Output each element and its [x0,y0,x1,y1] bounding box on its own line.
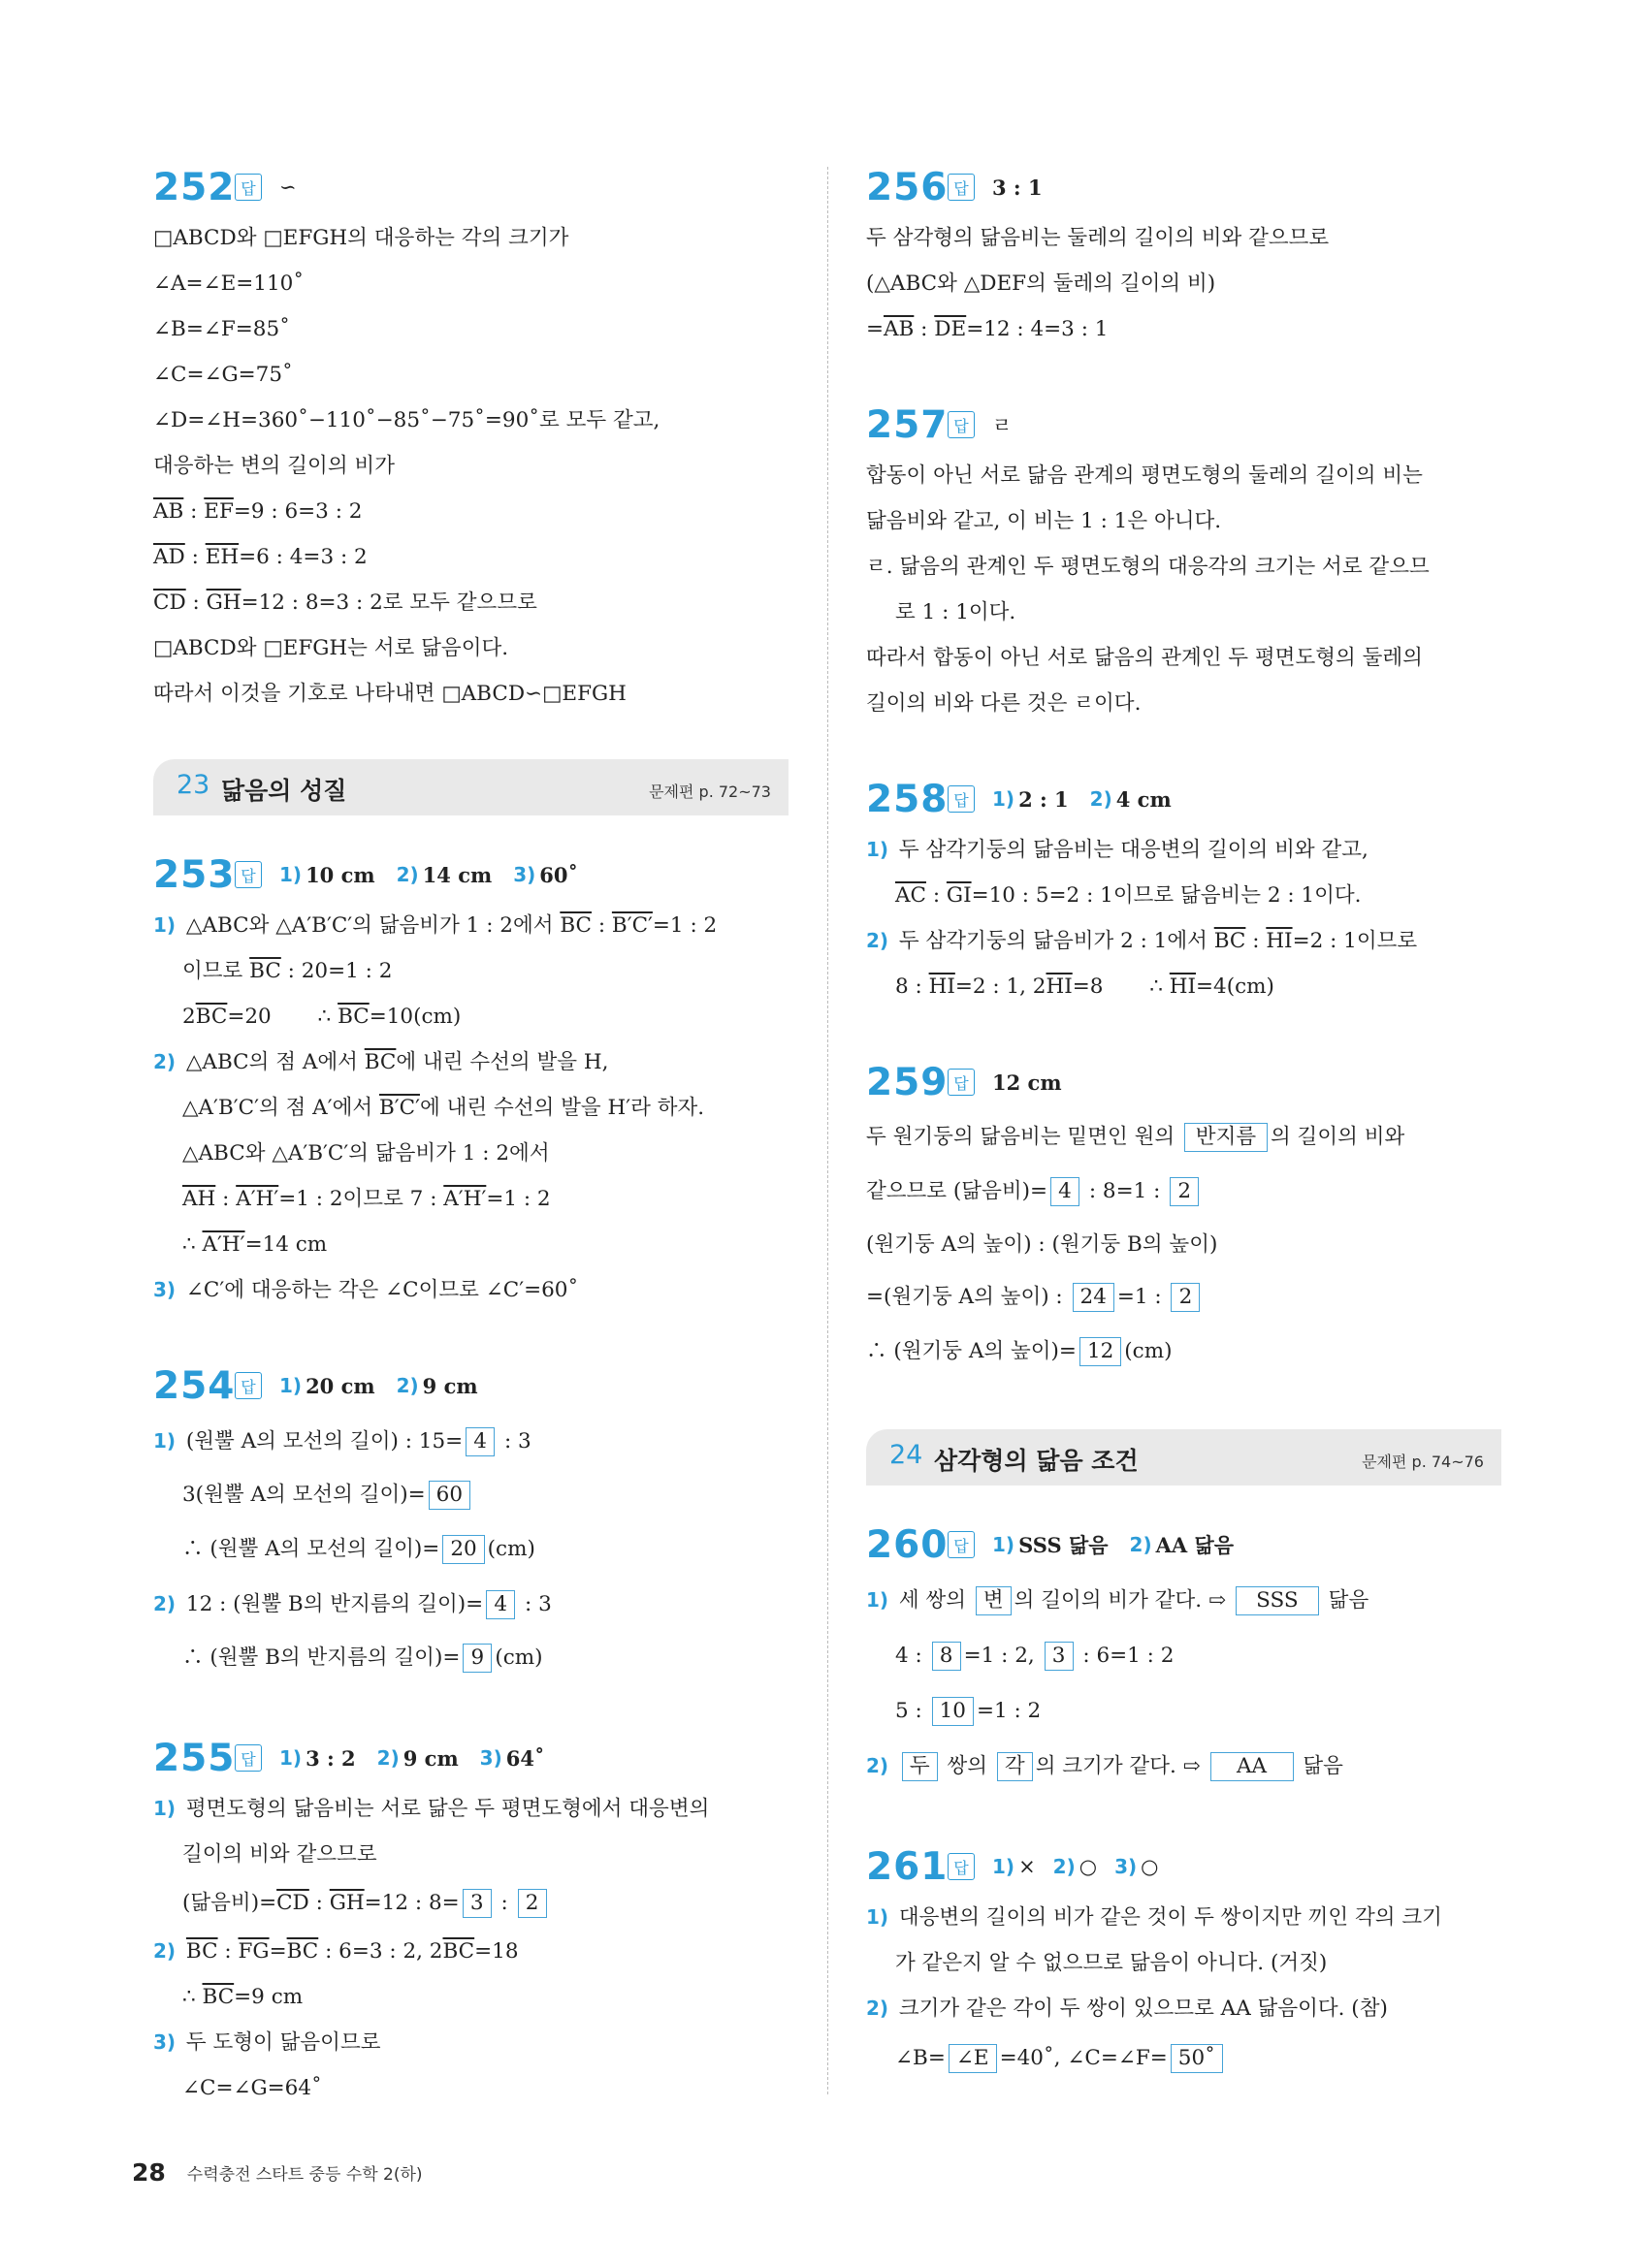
solution-line: 길이의 비와 같으므로 [182,1842,377,1867]
solution-line: 2) 두 삼각기둥의 닮음비가 2 : 1에서 $\overline{BC}$ : $\overline{HI}=2$ : 1이므로 [866,929,1418,953]
answer-badge: 답 [948,1853,975,1880]
page-footer [132,2158,423,2187]
answer-box: 20 [442,1535,484,1564]
answer-badge: 답 [235,174,262,201]
solution-line: ㄹ. 닮음의 관계인 두 평면도형의 대응각의 크기는 서로 같으므 [866,555,1430,579]
section-number: 23 [177,770,210,800]
solution-line: $\overline{AB}$ : $\overline{EF}=9$ : 6=3 : 2 [153,499,363,524]
solution-line: ∴ (원뿔 B의 반지름의 길이)= 9 (cm) [153,1631,789,1685]
solution-line: 3(원뿔 A의 모선의 길이)= 60 [153,1468,789,1522]
solution-line: ∠C=∠G=64˚ [182,2076,322,2100]
solution-line: 3) ∠C′에 대응하는 각은 ∠C이므로 ∠C′=60˚ [153,1278,579,1302]
answer-value: ○ [1141,1855,1159,1878]
answer-value: ㄹ [992,414,1013,437]
section-header-24 [866,1429,1501,1485]
solution-line: 1) △ABC와 △A′B′C′의 닮음비가 1 : 2에서 $\overline{BC}$ : B′C′=1 : 2 [153,913,718,938]
answer-value: 9 cm [402,1745,459,1771]
section-title: 닮음의 성질 [221,777,347,805]
solution-line: ∠A=∠E=110˚ [153,272,305,296]
solution-line: ∠D=∠H=360˚−110˚−85˚−75˚=90˚로 모두 같고, [153,408,660,432]
answer-value: 60˚ [539,862,579,887]
part-number: 2) [1089,787,1112,811]
part-number: 1) [279,1746,303,1770]
answer-badge: 답 [235,1744,262,1772]
solution-line: 따라서 이것을 기호로 나타내면 □ABCD∽□EFGH [153,682,627,706]
part-number: 1) [279,863,303,886]
answer-box: 8 [932,1642,961,1671]
solution-line: 2) △ABC의 점 A에서 $\overline{BC}$에 내린 수선의 발을 H, [153,1050,609,1074]
solution-line: 두 원기둥의 닮음비는 밑면인 원의 반지름 의 길이의 비와 [866,1110,1501,1165]
column-divider [827,167,828,2094]
solution-line: 같으므로 (닮음비)= 4 : 8=1 : 2 [866,1165,1501,1219]
solution-line: $\overline{AD}$ : $\overline{EH}=6$ : 4=3 : 2 [153,545,368,569]
problem-261-header [866,1844,1501,1889]
problem-254-header [153,1363,789,1408]
section-page-ref: 문제편 p. 74~76 [1362,1453,1484,1471]
answer-box: 4 [1050,1177,1079,1206]
problem-255 [153,1736,789,2111]
solution-line: 1) 두 삼각기둥의 닮음비는 대응변의 길이의 비와 같고, [866,838,1368,862]
solution-line: 2) $\overline{BC}$ : $\overline{FG}=\overline{BC}$ : 6=3 : 2, $2\overline{BC}=18$ [153,1939,519,1964]
part-number: 2) [1129,1533,1152,1556]
problem-259-header [866,1060,1501,1104]
answer-box: 4 [486,1590,515,1619]
part-number: 1) [992,1533,1015,1556]
solution-line: 로 1 : 1이다. [895,600,1016,624]
solution-line: $=\overline{AB}$ : $\overline{DE}=12$ : 4=3 : 1 [866,317,1109,341]
answer-box: SSS [1236,1586,1319,1615]
problem-number: 253 [153,852,236,897]
solution-line: ∴ $\overline{BC}=9$ cm [182,1985,304,2009]
solution-line: =(원기둥 A의 높이) : 24 =1 : 2 [866,1270,1501,1325]
solution-line: ∴ A′H′=14 cm [182,1232,328,1257]
solution-line: ∠B= ∠E =40˚, ∠C=∠F= 50˚ [866,2031,1501,2086]
solution-line: 대응하는 변의 길이의 비가 [153,454,395,478]
solution-line: 따라서 합동이 아닌 서로 닮음의 관계인 두 평면도형의 둘레의 [866,646,1423,670]
problem-255-header [153,1736,789,1780]
solution-line: △A′B′C′의 점 A′에서 B′C′에 내린 수선의 발을 H′라 하자. [182,1096,705,1120]
left-column [153,165,789,2161]
solution-line: 합동이 아닌 서로 닮음 관계의 평면도형의 둘레의 길이의 비는 [866,463,1423,488]
answer-value: 20 cm [306,1373,375,1398]
part-number: 1) [992,787,1015,811]
answer-badge: 답 [948,1069,975,1096]
problem-256-header [866,165,1501,209]
answer-box: 3 [463,1889,492,1918]
answer-badge: 답 [948,411,975,438]
problem-number: 258 [866,777,949,821]
solution-line: 1) 대응변의 길이의 비가 같은 것이 두 쌍이지만 끼인 각의 크기 [866,1905,1442,1930]
problem-260-header [866,1522,1501,1567]
book-title: 수력충전 스타트 중등 수학 2(하) [186,2165,423,2185]
answer-value: ○ [1079,1855,1098,1878]
solution-line: □ABCD와 □EFGH의 대응하는 각의 크기가 [153,226,569,250]
answer-value: 10 cm [306,862,375,887]
answer-box: 변 [976,1586,1012,1615]
problem-number: 259 [866,1060,949,1104]
answer-box: 10 [932,1697,974,1726]
problem-253-header [153,852,789,897]
solution-line: 3) 두 도형이 닮음이므로 [153,2030,381,2055]
answer-box: ∠E [949,2044,997,2073]
part-number: 1) [279,1374,303,1397]
solution-line: 닮음비와 같고, 이 비는 1 : 1은 아니다. [866,509,1222,533]
answer-box: 3 [1045,1642,1074,1671]
problem-257 [866,402,1501,726]
solution-line: 2) 12 : (원뿔 B의 반지름의 길이)= 4 : 3 [153,1577,789,1631]
part-number: 2) [396,1374,419,1397]
solution-line: $\overline{AC}$ : $\overline{GI}=10$ : 5=2 : 1이므로 닮음비는 2 : 1이다. [895,883,1362,908]
solution-line: 5 : 10 =1 : 2 [866,1683,1501,1739]
problem-number: 255 [153,1736,236,1780]
answer-box: 2 [1170,1177,1199,1206]
solution-line: $2\overline{BC}=20$ ∴ $\overline{BC}=10(cm)$ [182,1005,462,1029]
answer-value: SSS 닮음 [1018,1533,1109,1557]
answer-box: 4 [466,1427,495,1456]
answer-value: ∽ [279,176,297,199]
solution-line: 2) 두 쌍의 각 의 크기가 같다. ⇨ AA 닮음 [866,1739,1501,1794]
solution-line: ∠C=∠G=75˚ [153,363,293,387]
section-number: 24 [889,1440,923,1470]
solution-line: (원기둥 A의 높이) : (원기둥 B의 높이) [866,1232,1218,1257]
problem-252-header [153,165,789,209]
problem-number: 257 [866,402,949,447]
problem-number: 252 [153,165,236,209]
answer-badge: 답 [948,785,975,813]
answer-box: AA [1210,1752,1294,1781]
answer-box: 12 [1079,1337,1121,1366]
problem-261 [866,1844,1501,2086]
problem-number: 254 [153,1363,236,1408]
problem-258 [866,777,1501,1009]
section-header-23 [153,759,789,815]
section-title: 삼각형의 닮음 조건 [934,1447,1139,1475]
part-number: 3) [1114,1855,1138,1878]
answer-value: 3 : 1 [992,175,1043,200]
problem-257-header [866,402,1501,447]
solution-line: $\overline{CD}$ : $\overline{GH}=12$ : 8=3 : 2로 모두 같으므로 [153,591,537,615]
answer-box: 두 [902,1752,938,1781]
solution-line: 2) 크기가 같은 각이 두 쌍이 있으므로 AA 닮음이다. (참) [866,1996,1388,2021]
answer-box: 2 [518,1889,547,1918]
problem-254 [153,1363,789,1685]
solution-line: 1) 평면도형의 닮음비는 서로 닮은 두 평면도형에서 대응변의 [153,1797,710,1821]
answer-badge: 답 [235,1372,262,1399]
solution-line: 8 : $\overline{HI}=2$ : 1, $2\overline{HI}=8$ ∴ $\overline{HI}=4(cm)$ [895,974,1274,999]
solution-line: □ABCD와 □EFGH는 서로 닮음이다. [153,636,509,660]
part-number: 3) [479,1746,502,1770]
solution-line: ∴ (원기둥 A의 높이)= 12 (cm) [866,1325,1501,1379]
answer-badge: 답 [948,174,975,201]
problem-256 [866,165,1501,352]
solution-line: ∠B=∠F=85˚ [153,317,290,341]
answer-box: 60 [429,1481,470,1510]
part-number: 3) [513,863,536,886]
part-number: 1) [992,1855,1015,1878]
problem-252 [153,165,789,717]
problem-259 [866,1060,1501,1379]
answer-value: 9 cm [422,1373,478,1398]
answer-box: 9 [463,1644,492,1673]
answer-value: AA 닮음 [1155,1533,1235,1557]
solution-line: 두 삼각형의 닮음비는 둘레의 길이의 비와 같으므로 [866,226,1330,250]
right-column [866,165,1501,2086]
solution-line: ∴ (원뿔 A의 모선의 길이)= 20 (cm) [153,1522,789,1577]
part-number: 2) [396,863,419,886]
problem-258-header [866,777,1501,821]
answer-value: 4 cm [1115,786,1172,812]
solution-line: 1) (원뿔 A의 모선의 길이) : 15= 4 : 3 [153,1414,789,1468]
solution-line: △ABC와 △A′B′C′의 닮음비가 1 : 2에서 [182,1141,550,1166]
answer-badge: 답 [235,861,262,888]
answer-value: × [1018,1855,1036,1878]
problem-260 [866,1522,1501,1794]
solution-line: (△ABC와 △DEF의 둘레의 길이의 비) [866,272,1216,296]
solution-line: 길이의 비와 다른 것은 ㄹ이다. [866,691,1142,716]
answer-value: 14 cm [422,862,493,887]
problem-number: 261 [866,1844,949,1889]
answer-box: 50˚ [1171,2044,1223,2073]
part-number: 2) [376,1746,400,1770]
problem-253 [153,852,789,1313]
answer-value: 12 cm [992,1070,1062,1095]
answer-badge: 답 [948,1531,975,1558]
answer-box: 각 [997,1752,1033,1781]
solution-line: 1) 세 쌍의 변 의 길이의 비가 같다. ⇨ SSS 닮음 [866,1573,1501,1628]
part-number: 2) [1052,1855,1076,1878]
problem-number: 256 [866,165,949,209]
answer-box: 반지름 [1184,1123,1268,1152]
solution-line: $\overline{AH}$ : A′H′=1 : 2이므로 7 : A′H′=1 : 2 [182,1187,551,1211]
section-page-ref: 문제편 p. 72~73 [649,783,771,801]
answer-box: 24 [1073,1283,1114,1312]
solution-line: 가 같은지 알 수 없으므로 닮음이 아니다. (거짓) [895,1951,1328,1975]
answer-value: 2 : 1 [1018,786,1069,812]
solution-line: (닮음비)$=\overline{CD}$ : $\overline{GH}=12$ : 8= 3 : 2 [153,1877,789,1929]
answer-box: 2 [1171,1283,1200,1312]
problem-number: 260 [866,1522,949,1567]
solution-line: 이므로 $\overline{BC}$ : 20=1 : 2 [182,959,393,983]
solution-line: 4 : 8 =1 : 2, 3 : 6=1 : 2 [866,1628,1501,1683]
page-number: 28 [132,2158,166,2187]
answer-value: 3 : 2 [306,1745,356,1771]
answer-value: 64˚ [505,1745,545,1771]
